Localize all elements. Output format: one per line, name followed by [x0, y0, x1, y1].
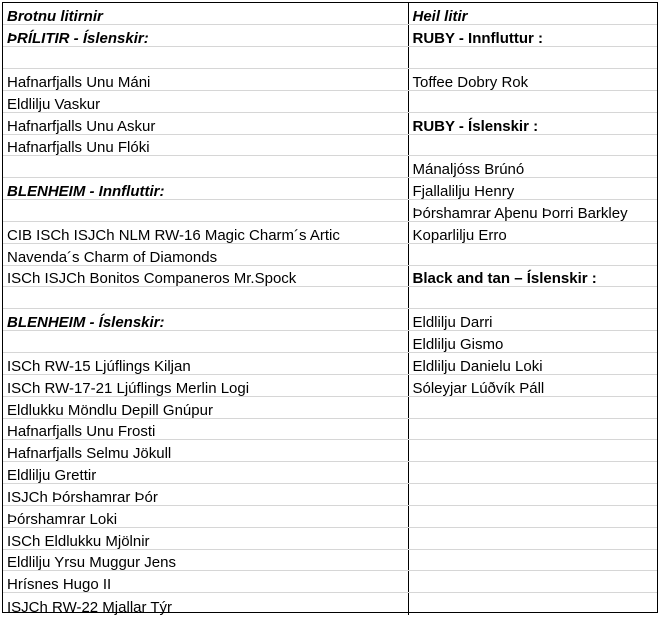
- cell-broken-colors[interactable]: Þórshamrar Loki: [3, 505, 408, 527]
- table-row: [3, 200, 657, 222]
- cell-solid-colors[interactable]: Toffee Dobry Rok: [408, 69, 657, 91]
- cell-solid-colors[interactable]: [408, 287, 657, 309]
- cell-broken-colors[interactable]: Hrísnes Hugo II: [3, 571, 408, 593]
- header-row: [3, 3, 657, 25]
- cell-solid-colors[interactable]: Eldlilju Danielu Loki: [408, 353, 657, 375]
- cell-solid-colors[interactable]: Þórshamrar Aþenu Þorri Barkley: [408, 200, 657, 222]
- cell-broken-colors[interactable]: ISCh ISJCh Bonitos Companeros Mr.Spock: [3, 265, 408, 287]
- cell-broken-colors[interactable]: ISCh Eldlukku Mjölnir: [3, 527, 408, 549]
- table-row: [3, 527, 657, 549]
- table-row: [3, 353, 657, 375]
- cell-solid-colors[interactable]: [408, 549, 657, 571]
- cell-broken-colors[interactable]: BLENHEIM - Innfluttir:: [3, 178, 408, 200]
- cell-broken-colors[interactable]: ISJCh RW-22 Mjallar Týr: [3, 593, 408, 615]
- cell-broken-colors[interactable]: [3, 287, 408, 309]
- cell-solid-colors[interactable]: Koparlilju Erro: [408, 221, 657, 243]
- table-row: [3, 396, 657, 418]
- cell-solid-colors[interactable]: [408, 47, 657, 69]
- cell-broken-colors[interactable]: Hafnarfjalls Unu Flóki: [3, 134, 408, 156]
- table-row: [3, 221, 657, 243]
- cell-solid-colors[interactable]: Sóleyjar Lúðvík Páll: [408, 374, 657, 396]
- cell-broken-colors[interactable]: Eldlilju Yrsu Muggur Jens: [3, 549, 408, 571]
- cell-broken-colors[interactable]: Eldlukku Möndlu Depill Gnúpur: [3, 396, 408, 418]
- table-row: [3, 549, 657, 571]
- table-row: [3, 134, 657, 156]
- cell-solid-colors[interactable]: [408, 505, 657, 527]
- cell-solid-colors[interactable]: [408, 134, 657, 156]
- cell-solid-colors[interactable]: Mánaljóss Brúnó: [408, 156, 657, 178]
- cell-broken-colors[interactable]: ÞRÍLITIR - Íslenskir:: [3, 25, 408, 47]
- table-row: [3, 69, 657, 91]
- header-broken-colors[interactable]: Brotnu litirnir: [3, 3, 408, 25]
- cell-broken-colors[interactable]: ISCh RW-15 Ljúflings Kiljan: [3, 353, 408, 375]
- header-solid-colors[interactable]: Heil litir: [408, 3, 657, 25]
- table-row: [3, 25, 657, 47]
- cell-solid-colors[interactable]: [408, 571, 657, 593]
- table-row: [3, 462, 657, 484]
- table-row: [3, 571, 657, 593]
- table-row: [3, 484, 657, 506]
- table-row: [3, 90, 657, 112]
- table-row: [3, 287, 657, 309]
- cell-broken-colors[interactable]: Eldlilju Grettir: [3, 462, 408, 484]
- spreadsheet-table: [2, 2, 658, 613]
- cell-broken-colors[interactable]: CIB ISCh ISJCh NLM RW-16 Magic Charm´s Artic: [3, 221, 408, 243]
- cell-broken-colors[interactable]: [3, 47, 408, 69]
- cell-broken-colors[interactable]: Hafnarfjalls Unu Máni: [3, 69, 408, 91]
- cell-solid-colors[interactable]: [408, 462, 657, 484]
- table-row: [3, 309, 657, 331]
- cell-solid-colors[interactable]: RUBY - Íslenskir :: [408, 112, 657, 134]
- cell-solid-colors[interactable]: Black and tan – Íslenskir :: [408, 265, 657, 287]
- cell-broken-colors[interactable]: [3, 156, 408, 178]
- cell-solid-colors[interactable]: [408, 90, 657, 112]
- cell-broken-colors[interactable]: Eldlilju Vaskur: [3, 90, 408, 112]
- cell-solid-colors[interactable]: [408, 484, 657, 506]
- cell-solid-colors[interactable]: [408, 593, 657, 615]
- cell-broken-colors[interactable]: Hafnarfjalls Selmu Jökull: [3, 440, 408, 462]
- cell-broken-colors[interactable]: BLENHEIM - Íslenskir:: [3, 309, 408, 331]
- cell-solid-colors[interactable]: RUBY - Innfluttur :: [408, 25, 657, 47]
- cell-solid-colors[interactable]: [408, 440, 657, 462]
- cell-broken-colors[interactable]: Navenda´s Charm of Diamonds: [3, 243, 408, 265]
- table-row: [3, 440, 657, 462]
- cell-solid-colors[interactable]: [408, 396, 657, 418]
- breed-color-table: [3, 3, 657, 615]
- cell-solid-colors[interactable]: [408, 527, 657, 549]
- cell-solid-colors[interactable]: Fjallalilju Henry: [408, 178, 657, 200]
- table-row: [3, 593, 657, 615]
- cell-broken-colors[interactable]: Hafnarfjalls Unu Frosti: [3, 418, 408, 440]
- table-row: [3, 156, 657, 178]
- cell-solid-colors[interactable]: Eldlilju Gismo: [408, 331, 657, 353]
- table-row: [3, 374, 657, 396]
- table-row: [3, 243, 657, 265]
- table-row: [3, 505, 657, 527]
- table-row: [3, 178, 657, 200]
- cell-solid-colors[interactable]: [408, 243, 657, 265]
- cell-broken-colors[interactable]: [3, 200, 408, 222]
- table-row: [3, 265, 657, 287]
- table-row: [3, 331, 657, 353]
- table-row: [3, 47, 657, 69]
- cell-broken-colors[interactable]: Hafnarfjalls Unu Askur: [3, 112, 408, 134]
- table-row: [3, 112, 657, 134]
- table-body: [3, 3, 657, 615]
- cell-solid-colors[interactable]: Eldlilju Darri: [408, 309, 657, 331]
- cell-solid-colors[interactable]: [408, 418, 657, 440]
- table-row: [3, 418, 657, 440]
- cell-broken-colors[interactable]: [3, 331, 408, 353]
- cell-broken-colors[interactable]: ISCh RW-17-21 Ljúflings Merlin Logi: [3, 374, 408, 396]
- cell-broken-colors[interactable]: ISJCh Þórshamrar Þór: [3, 484, 408, 506]
